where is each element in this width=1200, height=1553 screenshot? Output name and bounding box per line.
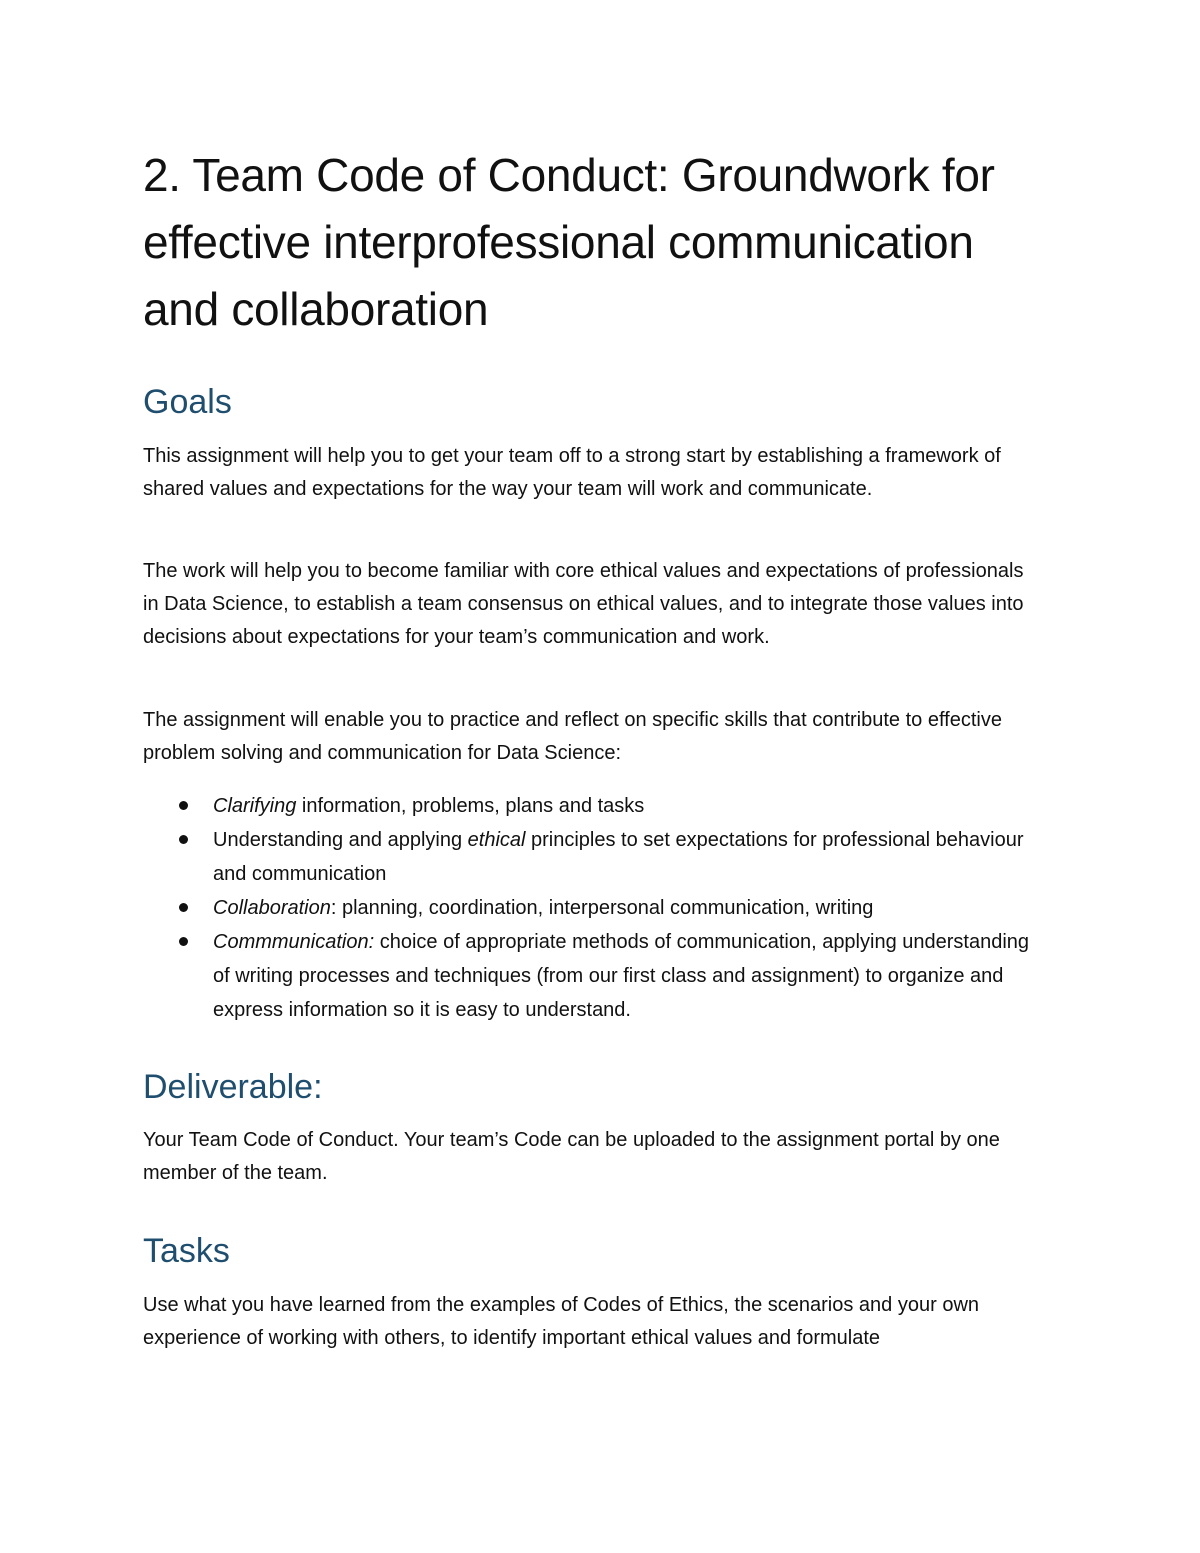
bullet-icon — [179, 801, 188, 810]
goals-paragraph-3: The assignment will enable you to practice and reflect on specific skills that contribute to effective problem solving and communication for Data Science: — [143, 709, 1002, 764]
list-item — [143, 925, 1043, 1027]
list-item — [143, 823, 1043, 891]
list-item-text: principles to set expectations for professional behaviour and communication — [213, 829, 1024, 885]
goals-heading: Goals — [143, 383, 232, 421]
deliverable-paragraph: Your Team Code of Conduct. Your team’s Code can be uploaded to the assignment portal by one member of the team. — [143, 1129, 1000, 1184]
bullet-icon — [179, 903, 188, 912]
bullet-icon — [179, 937, 188, 946]
tasks-heading: Tasks — [143, 1232, 230, 1270]
list-item-text: information, problems, plans and tasks — [296, 795, 645, 817]
list-item-text: : planning, coordination, interpersonal communication, writing — [330, 897, 874, 919]
list-item-emphasis: ethical — [467, 829, 526, 851]
tasks-paragraph: Use what you have learned from the examples of Codes of Ethics, the scenarios and your own experience of working with others, to identify important ethical values and formulate — [143, 1294, 980, 1349]
list-item-emphasis: Collaboration — [213, 897, 331, 919]
document-title: 2. Team Code of Conduct: Groundwork for effective interprofessional communication and collaboration — [143, 149, 995, 335]
list-item-text: Understanding and applying — [213, 829, 468, 851]
list-item-emphasis: Commmunication: — [213, 931, 375, 953]
skills-list — [143, 789, 1043, 1027]
list-item — [143, 789, 1043, 823]
list-item-emphasis: Clarifying — [213, 795, 297, 817]
list-item-text: choice of appropriate methods of communication, applying understanding of writing processes and techniques (from our first class and assignment) to organize and express information so it is easy to understand. — [213, 931, 1030, 1021]
goals-paragraph-2: The work will help you to become familiar with core ethical values and expectations of professionals in Data Science, to establish a team consensus on ethical values, and to integrate those values into decisions about expectations for your team’s communication and work. — [143, 560, 1024, 648]
deliverable-heading: Deliverable: — [143, 1068, 323, 1106]
bullet-icon — [179, 835, 188, 844]
list-item — [143, 891, 1043, 925]
goals-paragraph-1: This assignment will help you to get your team off to a strong start by establishing a framework of shared values and expectations for the way your team will work and communicate. — [143, 445, 1001, 500]
